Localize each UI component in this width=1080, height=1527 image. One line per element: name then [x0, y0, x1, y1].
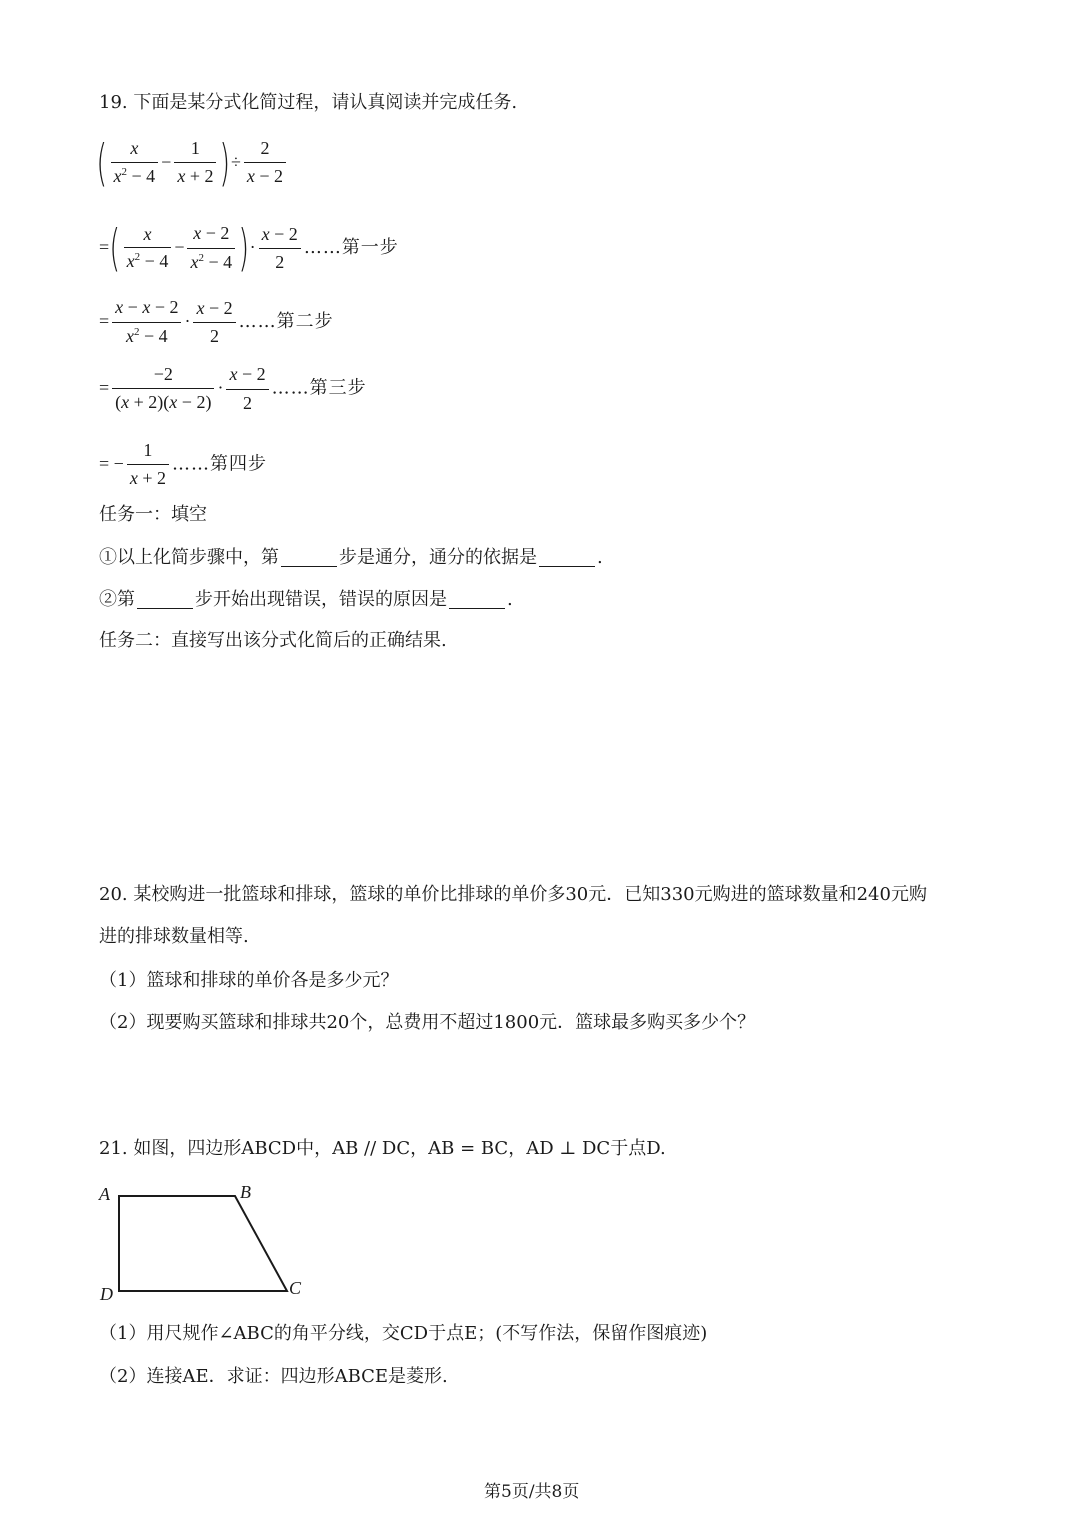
q19-task2: 任务二：直接写出该分式化简后的正确结果.: [99, 630, 447, 651]
q19-step1: =( $\frac{x}{x^2 - 4}$ − $\frac{x - 2}{x^2 - 4}$ )· $\frac{x - 2}{2}$ ……第一步: [99, 219, 399, 278]
q19-step2: = $\frac{x - x - 2}{x^2 - 4}$ · $\frac{x - 2}{2}$ ……第二步: [99, 297, 334, 347]
label-b: B: [240, 1182, 251, 1202]
label-d: D: [100, 1284, 113, 1304]
answer-blank[interactable]: [539, 548, 595, 567]
q20-line1: 20. 某校购进一批篮球和排球，篮球的单价比排球的单价多30元．已知330元购进的篮球数量和240元购: [99, 884, 927, 905]
q20-line2: 进的排球数量相等.: [99, 926, 249, 947]
q20-part1: （1）篮球和排球的单价各是多少元？: [99, 970, 399, 991]
quadrilateral-figure: [95, 1178, 325, 1308]
q19-expression: ( $\frac{x}{x^2 - 4}$ − $\frac{1}{x + 2}$ )÷ $\frac{2}{x - 2}$: [96, 138, 289, 188]
answer-blank[interactable]: [137, 590, 193, 609]
q19-task1-item2: ②第 步开始出现错误，错误的原因是 .: [99, 589, 513, 610]
q21-part1: （1）用尺规作∠ABC的角平分线，交CD于点E；(不写作法，保留作图痕迹): [99, 1323, 708, 1344]
label-a: A: [99, 1184, 110, 1204]
q21-part2: （2）连接AE．求证：四边形ABCE是菱形.: [99, 1366, 448, 1387]
q19-step4: = − $\frac{1}{x + 2}$ ……第四步: [99, 440, 267, 488]
q19-task1-item1: ①以上化简步骤中，第 步是通分，通分的依据是 .: [99, 547, 603, 568]
label-c: C: [289, 1278, 302, 1298]
answer-blank[interactable]: [449, 590, 505, 609]
q19-task1-title: 任务一：填空: [99, 504, 207, 525]
q20-part2: （2）现要购买篮球和排球共20个，总费用不超过1800元．篮球最多购买多少个？: [99, 1012, 756, 1033]
q21-intro: 21. 如图，四边形ABCD中，AB // DC，AB = BC，AD ⊥ DC于点D.: [99, 1138, 666, 1159]
page-footer: 第5页/共8页: [484, 1482, 580, 1502]
q19-step3: = $\frac{-2}{(x + 2)(x - 2)}$ · $\frac{x - 2}{2}$ ……第三步: [99, 364, 367, 413]
q19-intro: 19. 下面是某分式化简过程，请认真阅读并完成任务.: [99, 92, 518, 113]
answer-blank[interactable]: [281, 548, 337, 567]
